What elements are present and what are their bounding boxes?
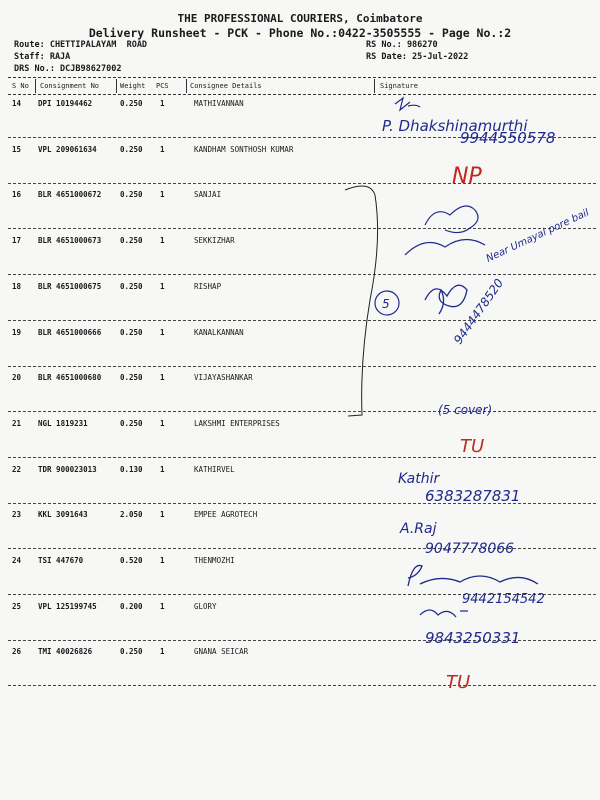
row-divider <box>8 503 596 504</box>
row-sno: 19 <box>12 327 22 337</box>
table-row <box>0 647 600 693</box>
row-consignment: VPL 125199745 <box>38 601 97 611</box>
row-consignment: BLR 4651000680 <box>38 373 102 383</box>
row-weight: 0.250 <box>120 99 143 108</box>
row-pcs: 1 <box>160 99 165 108</box>
header-consignment: Consignment No <box>40 82 100 90</box>
row-pcs: 1 <box>160 647 165 657</box>
row-consignee: KANALKANNAN <box>194 327 244 337</box>
row-sno: 24 <box>12 556 22 565</box>
row-consignee: RISHAP <box>194 281 222 291</box>
row-consignee: VIJAYASHANKAR <box>194 373 253 383</box>
row-sno: 23 <box>12 510 22 520</box>
row-consignee: SANJAI <box>194 190 222 200</box>
row-pcs: 1 <box>160 464 165 474</box>
table-row <box>0 510 600 556</box>
sig24-phone: 9442154542 <box>462 592 545 607</box>
row-weight: 0.250 <box>120 327 143 337</box>
row-consignee: EMPEE AGROTECH <box>194 510 258 520</box>
sig15-mark: NP <box>452 164 482 189</box>
sig20-note: (5 cover) <box>438 403 493 417</box>
row-weight: 0.250 <box>120 144 143 154</box>
header-signature: Signature <box>380 82 418 90</box>
row-divider <box>8 137 596 138</box>
table-row <box>0 190 600 236</box>
row-pcs: 1 <box>160 418 165 428</box>
runsheet-subtitle: Delivery Runsheet - PCK - Phone No.:0422-3505555 - Page No.:2 <box>88 26 512 40</box>
header-top-rule <box>8 77 596 78</box>
row-consignee: MATHIVANNAN <box>194 99 244 108</box>
row-sno: 25 <box>12 601 22 611</box>
row-pcs: 1 <box>160 236 165 246</box>
row-weight: 0.520 <box>120 556 143 565</box>
rs-date: RS Date: 25-Jul-2022 <box>366 52 469 62</box>
row-divider <box>8 320 596 321</box>
row-divider <box>8 366 596 367</box>
row-consignee: GNANA SEICAR <box>194 647 249 657</box>
table-row <box>0 145 600 191</box>
row-weight: 0.250 <box>120 190 143 200</box>
sig17-note: Near Umayal pore bail <box>484 207 591 265</box>
row-sno: 15 <box>12 144 22 154</box>
sig18-circle-label: 5 <box>382 297 390 311</box>
column-divider <box>186 79 187 93</box>
row-consignment: BLR 4651000675 <box>38 281 102 291</box>
sig21-mark: TU <box>460 436 485 457</box>
row-divider <box>8 228 596 229</box>
header-bottom-rule <box>8 94 596 95</box>
row-sno: 26 <box>12 647 22 657</box>
row-divider <box>8 457 596 458</box>
row-pcs: 1 <box>160 373 165 383</box>
row-weight: 0.250 <box>120 418 143 428</box>
row-weight: 0.250 <box>120 373 143 383</box>
drs-number: DRS No.: DCJB98627002 <box>14 64 122 74</box>
row-consignment: BLR 4651000673 <box>38 236 102 246</box>
header-pcs: PCS <box>156 82 169 90</box>
row-weight: 0.200 <box>120 601 143 611</box>
sig14-phone: 9944550578 <box>460 129 556 147</box>
row-consignment: BLR 4651000672 <box>38 190 102 200</box>
row-sno: 21 <box>12 418 22 428</box>
sig25-phone: 9843250331 <box>425 629 521 647</box>
column-divider <box>35 79 36 93</box>
row-consignee: SEKKIZHAR <box>194 236 235 246</box>
sig14-name: P. Dhakshinamurthi <box>382 117 528 135</box>
row-consignment: BLR 4651000666 <box>38 327 102 337</box>
row-divider <box>8 183 596 184</box>
table-row <box>0 282 600 328</box>
row-consignment: NGL 1819231 <box>38 418 88 428</box>
header-weight: Weight <box>120 82 146 90</box>
row-pcs: 1 <box>160 327 165 337</box>
sig19-phone: 9444478520 <box>450 276 507 347</box>
row-weight: 0.250 <box>120 647 143 657</box>
row-weight: 0.130 <box>120 464 143 474</box>
sig23-phone: 9047778066 <box>425 541 515 557</box>
rs-number: RS No.: 986270 <box>366 40 438 50</box>
table-row <box>0 373 600 419</box>
row-consignment: VPL 209061634 <box>38 144 97 154</box>
row-pcs: 1 <box>160 190 165 200</box>
column-divider <box>374 79 375 93</box>
row-divider <box>8 274 596 275</box>
row-consignee: THENMOZHI <box>194 556 235 565</box>
row-pcs: 1 <box>160 281 165 291</box>
table-row <box>0 556 600 602</box>
row-divider <box>8 411 596 412</box>
row-consignment: DPI 10194462 <box>38 99 93 108</box>
row-sno: 22 <box>12 464 22 474</box>
row-weight: 2.050 <box>120 510 143 520</box>
row-sno: 14 <box>12 99 22 108</box>
table-row <box>0 419 600 465</box>
sig23-name: A.Raj <box>400 521 437 537</box>
table-row <box>0 328 600 374</box>
row-consignee: KATHIRVEL <box>194 464 235 474</box>
row-divider <box>8 548 596 549</box>
sig22-name: Kathir <box>398 471 440 487</box>
row-pcs: 1 <box>160 510 165 520</box>
header-sno: S No <box>12 82 29 90</box>
row-consignment: KKL 3091643 <box>38 510 88 520</box>
row-weight: 0.250 <box>120 281 143 291</box>
row-sno: 17 <box>12 236 22 246</box>
table-row <box>0 99 600 145</box>
row-weight: 0.250 <box>120 236 143 246</box>
sig22-phone: 6383287831 <box>425 487 521 505</box>
row-divider <box>8 640 596 641</box>
row-pcs: 1 <box>160 556 165 565</box>
row-pcs: 1 <box>160 144 165 154</box>
header-consignee: Consignee Details <box>190 82 262 90</box>
row-divider <box>8 685 596 686</box>
row-consignee: GLORY <box>194 601 217 611</box>
row-consignment: TSI 447670 <box>38 556 84 565</box>
column-divider <box>116 79 117 93</box>
staff-info: Staff: RAJA <box>14 52 71 62</box>
row-sno: 16 <box>12 190 22 200</box>
row-consignee: KANDHAM SONTHOSH KUMAR <box>194 144 294 154</box>
route-info: Route: CHETTIPALAYAM ROAD <box>14 40 148 50</box>
table-row <box>0 465 600 511</box>
row-sno: 18 <box>12 281 22 291</box>
row-pcs: 1 <box>160 601 165 611</box>
row-consignee: LAKSHMI ENTERPRISES <box>194 418 280 428</box>
row-divider <box>8 594 596 595</box>
company-title: THE PROFESSIONAL COURIERS, Coimbatore <box>177 12 423 25</box>
table-row <box>0 236 600 282</box>
table-row <box>0 602 600 648</box>
row-consignment: TMI 40026826 <box>38 647 93 657</box>
row-sno: 20 <box>12 373 22 383</box>
sig26-mark: TU <box>446 672 471 693</box>
row-consignment: TDR 900023013 <box>38 464 97 474</box>
